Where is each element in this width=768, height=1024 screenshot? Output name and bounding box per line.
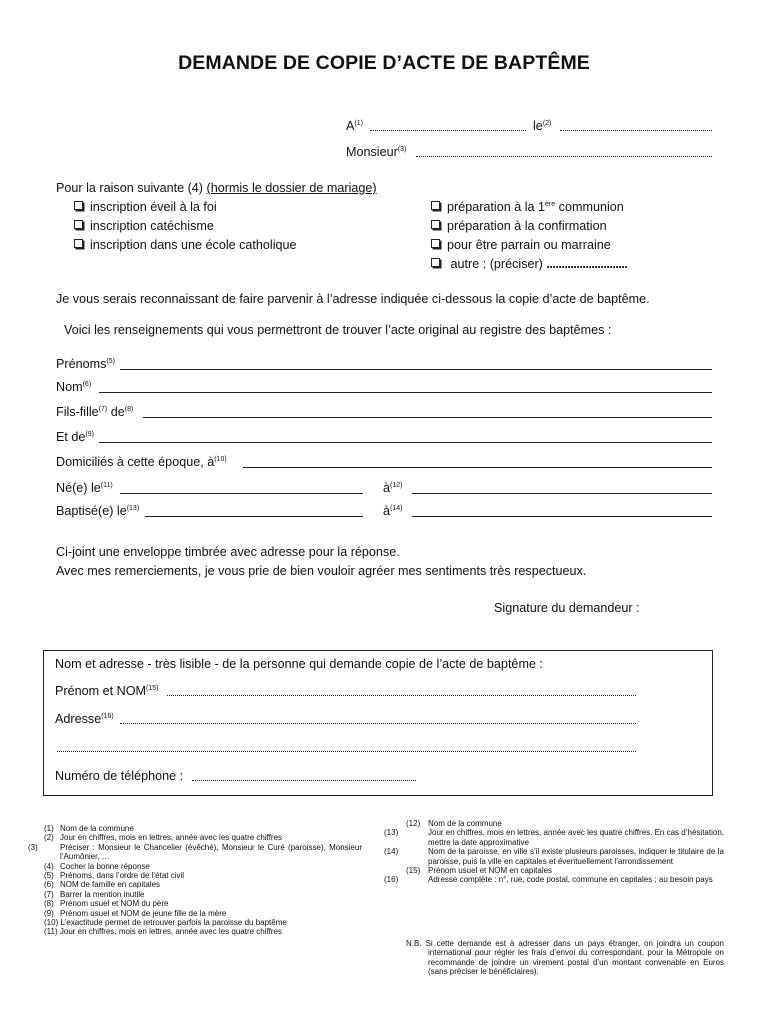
reason-option-ecole[interactable]: inscription dans une école catholique [74, 237, 297, 253]
footnote-1: (1) Nom de la commune [44, 824, 134, 833]
reason-option-confirmation[interactable]: préparation à la confirmation [431, 218, 607, 234]
nb-note: N.B. Si cette demande est à adresser dans un pays étranger, on joindra un coupon international pour régler les frais d’envoi du correspondant, pour la Métropole on recommande de joindre un virement postal d’un montant convenable en Euros (sans préciser le bénéficiaires). [406, 939, 724, 977]
footnote-14: (14) Nom de la paroisse, en ville s’il existe plusieurs paroisses, indiquer le titulaire de la paroisse, puis la ville en capitales et éventuellement l’arrondissement [384, 847, 724, 866]
footnote-10: (10) L’exactitude permet de retrouver parfois la paroisse du baptême [44, 918, 287, 928]
mere-field[interactable] [99, 442, 712, 443]
footnote-3: (3) Préciser : Monsieur le Chancelier (évêché), Monsieur le Curé (paroisse), Monsieur l’Aumônier, … [28, 842, 362, 862]
date-field[interactable] [560, 118, 712, 131]
footnote-11: (11) Jour en chiffres, mois en lettres, année avec les quatre chiffres [44, 927, 282, 937]
nom-field[interactable] [99, 392, 712, 393]
footnotes-left [28, 824, 362, 937]
checkbox[interactable] [74, 201, 83, 210]
recipient-field-label: Monsieur$^{(3)}$ [346, 145, 407, 159]
prenom-nom-field[interactable] [167, 683, 636, 696]
prenoms-field[interactable] [120, 369, 712, 370]
adresse-field[interactable] [120, 711, 636, 724]
reason-option-parrain[interactable]: pour être parrain ou marraine [431, 237, 611, 253]
naissance-lieu-field[interactable] [412, 493, 712, 494]
checkbox[interactable] [74, 239, 83, 248]
reason-intro: Pour la raison suivante (4) (hormis le dossier de mariage) [56, 181, 377, 195]
footnote-13: (13) Jour en chiffres, mois en lettres, année avec les quatre chiffres. En cas d’hésitation, mettre la date approximative [384, 828, 724, 847]
page-title: DEMANDE DE COPIE D’ACTE DE BAPTÊME [178, 52, 590, 74]
domicilies-label: Domiciliés à cette époque, $à^{(10)}$ [56, 455, 227, 469]
recipient-field[interactable] [416, 144, 712, 157]
footnote-2: (2) Jour en chiffres, mois en lettres, année avec les quatre chiffres [44, 833, 283, 843]
pere-field[interactable] [143, 417, 712, 418]
footnote-5: (5) Prénoms, dans l’ordre de l’état civil [44, 871, 185, 881]
domicile-field[interactable] [243, 467, 712, 468]
footnote-16: (16) Adresse complète : n°, rue, code postal, commune en capitales ; au besoin pays [384, 875, 713, 885]
et-de-label: Et $de^{(9)}$ [56, 430, 94, 444]
reason-option-communion[interactable]: préparation à la 1ère communion [431, 199, 624, 215]
footnote-15: (15) Prénom usuel et NOM en capitales [406, 866, 553, 876]
bapteme-date-field[interactable] [145, 516, 363, 517]
prenom-nom-label: Prénom et NOM$^{(15)}$ [55, 684, 159, 698]
reason-option-autre[interactable]: autre : (préciser) ........................... [431, 256, 627, 272]
footnote-6: (6) NOM de famille en capitales [44, 880, 161, 890]
reason-option-eveil[interactable]: inscription éveil à la foi [74, 199, 217, 215]
place-field-label: $A^{(1)}$ [346, 119, 363, 133]
place-field[interactable] [370, 118, 526, 131]
checkbox[interactable] [431, 239, 440, 248]
footnote-4: (4) Cocher la bonne réponse [44, 861, 150, 871]
footnotes-right [384, 819, 724, 885]
signature-label: Signature du demandeur : [494, 601, 640, 615]
checkbox[interactable] [431, 220, 440, 229]
footnote-8: (8) Prénom usuel et NOM du père [44, 899, 169, 909]
checkbox[interactable] [431, 258, 440, 267]
closing-formula: Avec mes remerciements, je vous prie de bien vouloir agréer mes sentiments très respectueux. [56, 564, 587, 578]
bapteme-lieu-label: $à^{(14)}$ [383, 504, 403, 518]
naissance-date-label: Né(e) $le^{(11)}$ [56, 481, 113, 495]
adresse-label: Adresse$^{(16)}$ [55, 712, 114, 726]
checkbox[interactable] [431, 201, 440, 210]
bapteme-lieu-field[interactable] [412, 516, 712, 517]
checkbox[interactable] [74, 220, 83, 229]
naissance-date-field[interactable] [120, 493, 363, 494]
naissance-lieu-label: $à^{(12)}$ [383, 481, 403, 495]
bapteme-date-label: Baptisé(e) $le^{(13)}$ [56, 504, 140, 518]
reason-option-catechisme[interactable]: inscription catéchisme [74, 218, 214, 234]
telephone-label: Numéro de téléphone : [55, 769, 184, 783]
adresse-field-line2[interactable] [57, 739, 636, 752]
footnote-7: (7) Barrer la mention inutile [44, 889, 145, 899]
prenoms-label: Prénoms$^{(5)}$ [56, 357, 115, 371]
nom-label: Nom$^{(6)}$ [56, 380, 92, 394]
info-paragraph: Voici les renseignements qui vous permettront de trouver l’acte original au registre des baptêmes : [64, 323, 612, 337]
requester-box-heading: Nom et adresse - très lisible - de la personne qui demande copie de l’acte de baptême : [55, 657, 543, 671]
footnote-12: (12) Nom de la commune [406, 819, 502, 828]
fils-fille-label: Fils-fille$^{(7)}$ $de^{(8)}$ [56, 405, 134, 419]
envelope-note: Ci-joint une enveloppe timbrée avec adresse pour la réponse. [56, 545, 400, 559]
request-paragraph: Je vous serais reconnaissant de faire parvenir à l’adresse indiquée ci-dessous la copie d’acte de baptême. [56, 292, 650, 306]
telephone-field[interactable] [192, 768, 416, 781]
footnote-9: (9) Prénom usuel et NOM de jeune fille de la mère [44, 908, 227, 918]
date-field-label: $le^{(2)}$ [533, 119, 552, 133]
